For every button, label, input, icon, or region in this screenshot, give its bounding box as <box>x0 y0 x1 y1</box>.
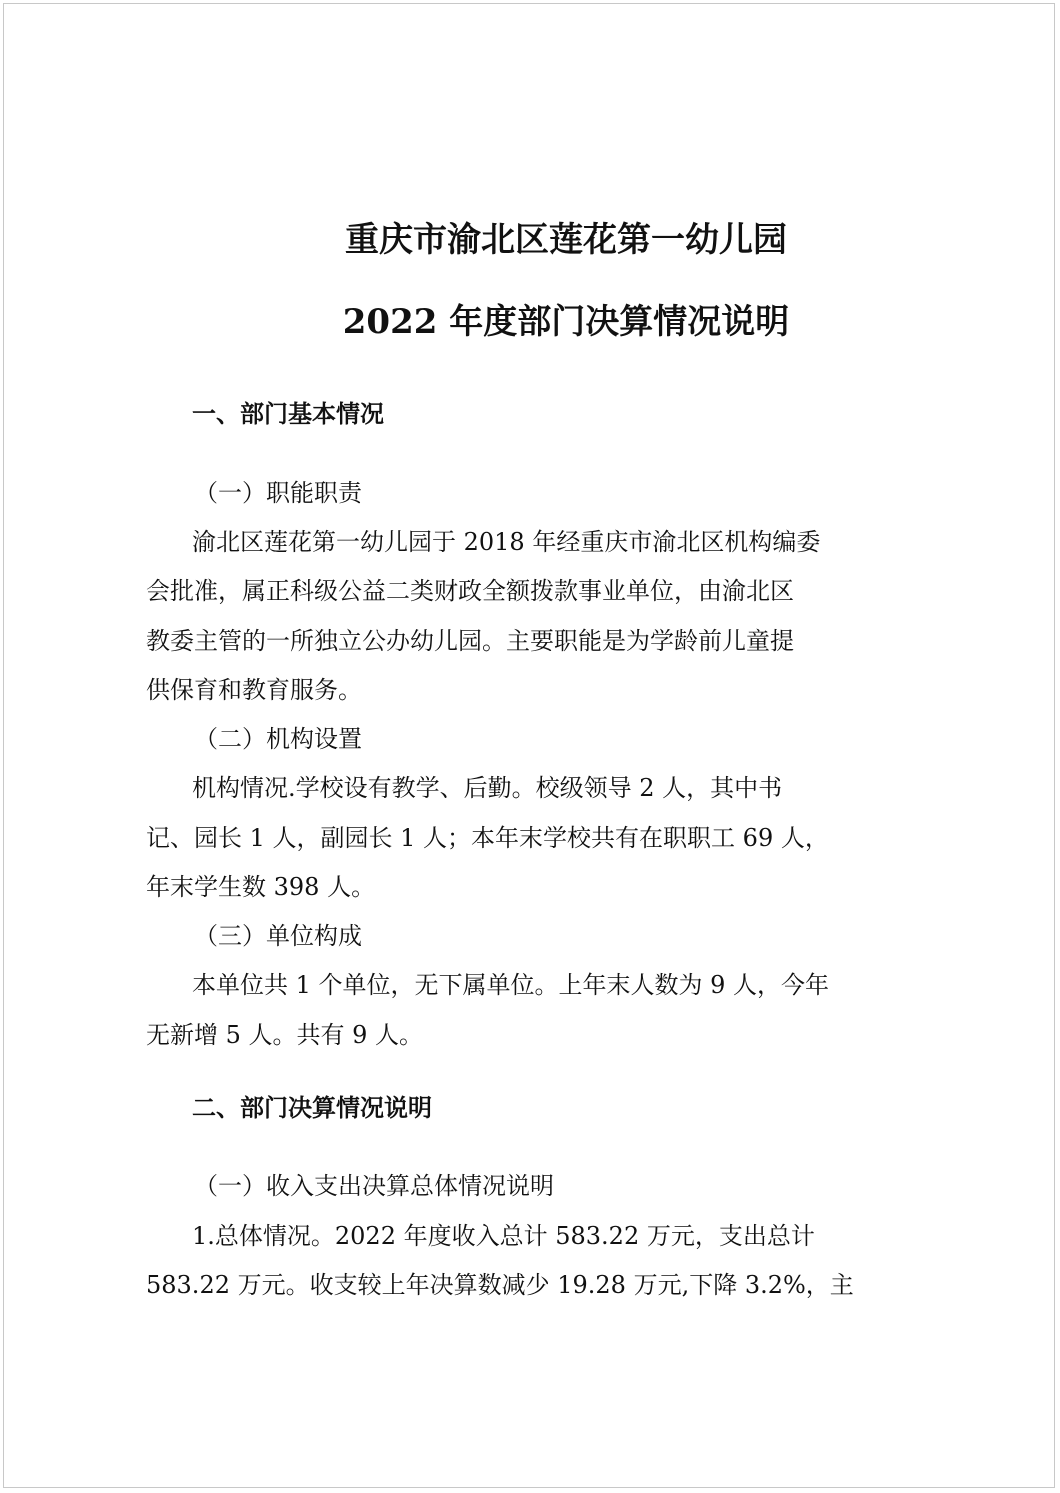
paragraph-line: 583.22 万元。收支较上年决算数减少 19.28 万元,下降 3.2%，主 <box>146 1271 854 1299</box>
section-1-heading: 一、部门基本情况 <box>192 400 384 428</box>
paragraph-line: 会批准，属正科级公益二类财政全额拨款事业单位，由渝北区 <box>146 577 794 605</box>
paragraph-line: 供保育和教育服务。 <box>146 676 362 704</box>
section-1-sub-3-heading: （三）单位构成 <box>194 922 362 950</box>
section-1-sub-1-heading: （一）职能职责 <box>194 479 362 507</box>
paragraph-line: 1.总体情况。2022 年度收入总计 583.22 万元，支出总计 <box>192 1222 815 1250</box>
section-2-sub-1-heading: （一）收入支出决算总体情况说明 <box>194 1172 554 1200</box>
paragraph-line: 记、园长 1 人，副园长 1 人；本年末学校共有在职职工 69 人， <box>146 824 829 852</box>
document-title-line-2: 2022 年度部门决算情况说明 <box>342 302 790 342</box>
paragraph-line: 机构情况.学校设有教学、后勤。校级领导 2 人，其中书 <box>192 774 783 802</box>
document-title-line-1: 重庆市渝北区莲花第一幼儿园 <box>345 220 787 260</box>
paragraph-line: 教委主管的一所独立公办幼儿园。主要职能是为学龄前儿童提 <box>146 627 794 655</box>
section-2-heading: 二、部门决算情况说明 <box>192 1094 432 1122</box>
paragraph-line: 年末学生数 398 人。 <box>146 873 376 901</box>
paragraph-line: 本单位共 1 个单位，无下属单位。上年末人数为 9 人，今年 <box>192 971 830 999</box>
paragraph-line: 无新增 5 人。共有 9 人。 <box>146 1021 424 1049</box>
document-page <box>3 3 1055 1488</box>
section-1-sub-2-heading: （二）机构设置 <box>194 725 362 753</box>
paragraph-line: 渝北区莲花第一幼儿园于 2018 年经重庆市渝北区机构编委 <box>192 528 821 556</box>
